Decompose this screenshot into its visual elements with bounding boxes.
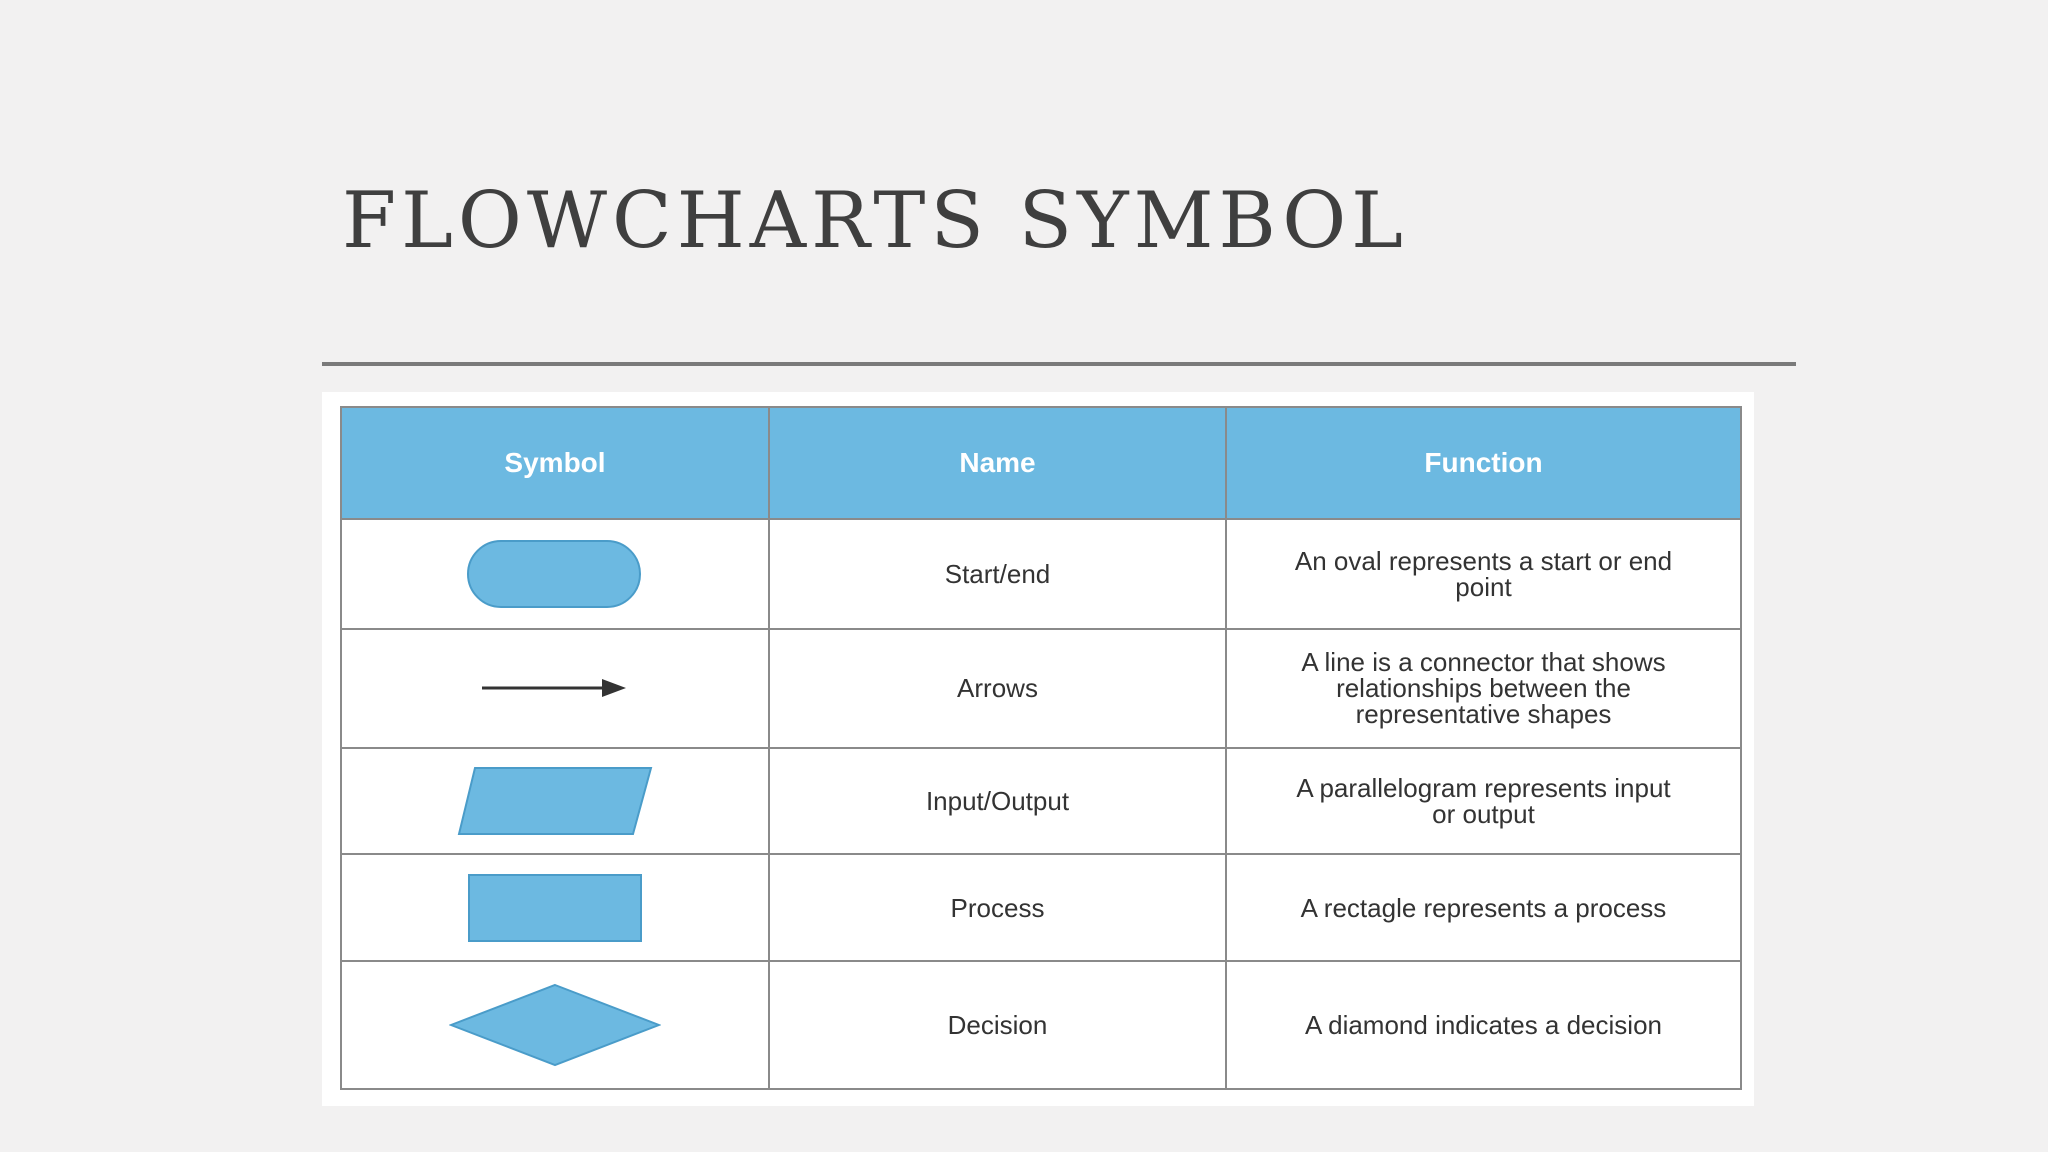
header-symbol: Symbol xyxy=(341,407,769,519)
function-text: A diamond indicates a decision xyxy=(1304,1010,1662,1041)
symbols-table-card xyxy=(322,392,1754,1106)
oval-icon xyxy=(465,538,645,610)
function-cell xyxy=(1226,519,1741,629)
name-cell: Process xyxy=(769,854,1226,961)
function-text: An oval represents a start or end point xyxy=(1294,545,1673,602)
table-row xyxy=(341,854,1741,961)
slide-title: FLOWCHARTS SYMBOL xyxy=(342,176,1408,266)
function-cell xyxy=(1226,854,1741,961)
name-cell: Arrows xyxy=(769,629,1226,748)
header-name: Name xyxy=(769,407,1226,519)
table-row xyxy=(341,519,1741,629)
table-header-row xyxy=(341,407,1741,519)
arrow-icon xyxy=(480,676,630,700)
name-cell: Decision xyxy=(769,961,1226,1089)
symbol-cell xyxy=(341,519,769,629)
name-cell: Start/end xyxy=(769,519,1226,629)
function-cell xyxy=(1226,748,1741,855)
diamond-icon xyxy=(449,983,661,1067)
function-text: A parallelogram represents input or output xyxy=(1296,773,1671,830)
parallelogram-icon xyxy=(457,766,653,836)
rectangle-icon xyxy=(467,873,643,943)
function-text: A rectagle represents a process xyxy=(1300,892,1667,923)
header-function: Function xyxy=(1226,407,1741,519)
symbol-cell xyxy=(341,961,769,1089)
symbol-cell xyxy=(341,629,769,748)
table-row xyxy=(341,748,1741,855)
function-cell xyxy=(1226,961,1741,1089)
title-divider xyxy=(322,362,1796,366)
name-cell: Input/Output xyxy=(769,748,1226,855)
table-row xyxy=(341,961,1741,1089)
symbol-cell xyxy=(341,854,769,961)
flowchart-symbols-table xyxy=(340,406,1742,1090)
symbol-cell xyxy=(341,748,769,855)
function-cell xyxy=(1226,629,1741,748)
function-text: A line is a connector that shows relationships between the representative shapes xyxy=(1301,647,1666,730)
table-row xyxy=(341,629,1741,748)
